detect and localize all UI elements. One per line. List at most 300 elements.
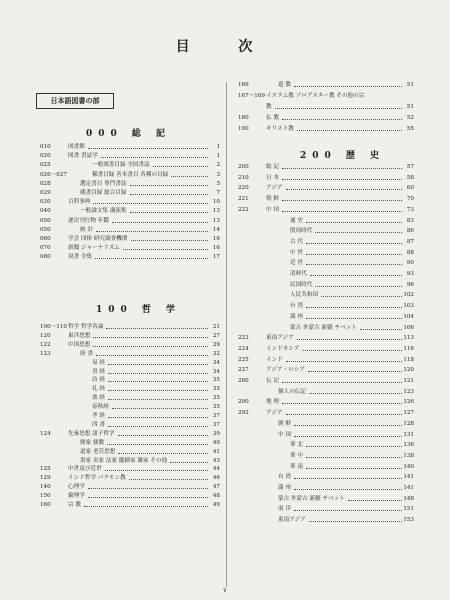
toc-label: インド xyxy=(266,356,283,363)
toc-row xyxy=(238,441,414,450)
toc-page-number: 141 xyxy=(403,485,414,491)
toc-label: 道家 老荘思想 xyxy=(80,448,116,455)
toc-label: 図書 書誌学 xyxy=(68,153,98,160)
toc-leader-dots xyxy=(297,125,402,131)
toc-page-number: 113 xyxy=(403,335,414,342)
toc-row xyxy=(40,189,220,198)
toc-row xyxy=(238,484,414,493)
toc-page-number: 34 xyxy=(212,359,220,366)
toc-leader-dots xyxy=(123,244,208,250)
toc-class-number: 180 xyxy=(238,115,249,121)
toc-page-number: 49 xyxy=(212,502,220,508)
toc-label: 朝 鮮 xyxy=(278,420,291,427)
toc-row xyxy=(238,409,414,418)
toc-label: アジア xyxy=(266,185,283,192)
toc-label: 稀書目録 善本書目 各種の目録 xyxy=(92,171,169,178)
toc-label: 書 経 xyxy=(92,368,105,375)
toc-class-number: 060 xyxy=(40,236,51,242)
toc-row xyxy=(238,163,414,172)
toc-row xyxy=(40,323,220,332)
toc-leader-dots xyxy=(171,171,208,177)
toc-class-number: 221 xyxy=(238,196,249,203)
toc-leader-dots xyxy=(108,394,208,400)
toc-label: 一般図書目録 全国書誌 xyxy=(92,162,150,169)
toc-class-number: 200 xyxy=(238,164,249,170)
toc-page-number: 51 xyxy=(406,104,414,110)
toc-row xyxy=(40,403,220,412)
toc-page-number: 29 xyxy=(212,341,220,348)
toc-label: 中 国 xyxy=(278,431,291,438)
toc-label: 双書 全集 xyxy=(68,254,93,261)
toc-page-number: 57 xyxy=(406,164,414,170)
toc-page-number: 35 xyxy=(212,377,220,384)
page-number: v xyxy=(223,587,227,594)
toc-leader-dots xyxy=(108,421,208,427)
toc-leader-dots xyxy=(282,377,402,383)
toc-row xyxy=(40,341,220,350)
toc-label: 満 州 xyxy=(278,485,291,491)
toc-page-number: 131 xyxy=(403,431,414,438)
toc-label: 新聞 ジャーナリズム xyxy=(68,245,120,252)
toc-page-number: 136 xyxy=(403,442,414,449)
toc-leader-dots xyxy=(306,463,402,469)
toc-page-number: 37 xyxy=(212,413,220,419)
toc-page-number: 10 xyxy=(212,199,220,206)
toc-page-number: 1 xyxy=(216,153,220,160)
toc-label: 中世及び近世 xyxy=(68,466,102,473)
toc-row xyxy=(40,198,220,207)
toc-row xyxy=(40,448,220,457)
toc-row xyxy=(238,174,414,183)
toc-leader-dots xyxy=(306,249,402,255)
toc-row xyxy=(40,359,220,368)
toc-page-number: 16 xyxy=(212,236,220,242)
toc-leader-dots xyxy=(118,448,208,454)
toc-class-number: 166 xyxy=(238,82,249,88)
toc-row xyxy=(40,483,220,492)
toc-label: 一般論文集 講演集 xyxy=(80,208,127,215)
toc-label: 儒家 儒教 xyxy=(80,439,105,446)
toc-class-number: 280 xyxy=(238,378,249,384)
toc-leader-dots xyxy=(130,180,208,186)
toc-page-number: 73 xyxy=(406,206,414,213)
toc-page-number: 88 xyxy=(406,249,414,256)
toc-class-number: 070 xyxy=(40,245,51,252)
toc-leader-dots xyxy=(96,226,208,232)
toc-label: 先秦思想 諸子哲学 xyxy=(68,430,115,437)
toc-label: 満 州 xyxy=(290,313,303,320)
toc-leader-dots xyxy=(130,207,208,213)
toc-page-number: 86 xyxy=(406,228,414,235)
toc-page-number: 43 xyxy=(212,457,220,464)
toc-page-number: 141 xyxy=(403,474,414,481)
toc-class-number: 124 xyxy=(40,430,51,437)
toc-class-number: 080 xyxy=(40,254,51,261)
toc-label: 蔵書目録 総合目録 xyxy=(80,190,127,196)
toc-class-number: 100～110 xyxy=(40,324,67,330)
toc-page-number: 83 xyxy=(406,217,414,224)
toc-row xyxy=(238,398,414,407)
toc-leader-dots xyxy=(282,114,402,120)
toc-leader-dots xyxy=(129,474,208,480)
toc-leader-dots xyxy=(282,163,402,169)
toc-page-number: 7 xyxy=(216,190,220,196)
toc-class-number: 050 xyxy=(40,217,51,224)
toc-row xyxy=(40,253,220,262)
toc-label: 人民共和国 xyxy=(290,292,318,299)
toc-label: 礼 経 xyxy=(92,386,105,393)
toc-label: 華 中 xyxy=(290,452,303,459)
toc-row xyxy=(40,235,220,244)
toc-page-number: 27 xyxy=(212,332,220,339)
toc-leader-dots xyxy=(93,341,208,347)
toc-label: 総 記 xyxy=(266,164,279,170)
toc-row xyxy=(40,394,220,403)
toc-leader-dots xyxy=(309,388,402,394)
toc-row xyxy=(40,465,220,474)
toc-label: 華 北 xyxy=(290,442,303,449)
toc-row xyxy=(40,152,220,161)
toc-row xyxy=(40,368,220,377)
toc-page-number: 2 xyxy=(216,162,220,169)
toc-page-number: 21 xyxy=(212,324,220,330)
toc-leader-dots xyxy=(88,492,208,498)
toc-label: 教 xyxy=(266,104,272,110)
toc-row xyxy=(40,412,220,421)
toc-leader-dots xyxy=(308,366,402,372)
toc-leader-dots xyxy=(275,103,402,109)
toc-label: 個人の伝記 xyxy=(278,388,306,395)
toc-row xyxy=(40,501,220,510)
toc-label: 図書館 xyxy=(68,144,85,150)
toc-leader-dots xyxy=(286,409,402,415)
toc-label: 墨家 名家 法家 縦横家 雑家 その他 xyxy=(80,457,168,464)
toc-leader-dots xyxy=(286,184,402,190)
toc-label: 経 書 xyxy=(80,350,93,357)
toc-row xyxy=(40,217,220,226)
toc-class-number: 028 xyxy=(40,180,51,187)
toc-label: 東南アジア xyxy=(278,517,306,524)
toc-leader-dots xyxy=(101,152,208,158)
toc-row xyxy=(238,463,414,472)
toc-leader-dots xyxy=(106,323,208,329)
toc-class-number: 160 xyxy=(40,502,51,508)
toc-leader-dots xyxy=(310,270,402,276)
toc-class-number: 010 xyxy=(40,144,51,150)
toc-page-number: 17 xyxy=(212,254,220,261)
toc-label: 通 史 xyxy=(290,217,303,224)
toc-row xyxy=(238,81,414,90)
toc-class-number: 227 xyxy=(238,367,249,374)
toc-row xyxy=(40,332,220,341)
toc-leader-dots xyxy=(282,195,402,201)
toc-class-number: 150 xyxy=(40,493,51,500)
toc-leader-dots xyxy=(297,334,402,340)
toc-label: 地 理 xyxy=(266,399,279,406)
toc-leader-dots xyxy=(309,516,402,522)
toc-label: 百科事典 xyxy=(68,199,91,206)
toc-class-number: 190 xyxy=(238,126,249,132)
toc-row xyxy=(238,420,414,429)
toc-row xyxy=(238,125,414,134)
toc-class-number: 120 xyxy=(40,332,51,339)
toc-leader-dots xyxy=(108,376,208,382)
toc-leader-dots xyxy=(306,441,402,447)
toc-row xyxy=(238,452,414,461)
toc-class-number: 125 xyxy=(40,466,51,473)
toc-leader-dots xyxy=(93,332,208,338)
toc-label: アジア xyxy=(266,410,283,417)
toc-page-number: 52 xyxy=(406,115,414,121)
toc-page-number: 106 xyxy=(403,324,414,331)
toc-label: 道 教 xyxy=(278,82,291,88)
toc-leader-dots xyxy=(315,281,402,287)
toc-page-number: 58 xyxy=(406,174,414,181)
toc-page-number: 34 xyxy=(212,368,220,375)
toc-row xyxy=(238,249,414,258)
toc-page-number: 41 xyxy=(212,448,220,455)
toc-leader-dots xyxy=(315,227,402,233)
toc-label: キリスト教 xyxy=(266,126,294,132)
toc-leader-dots xyxy=(153,161,208,167)
toc-leader-dots xyxy=(294,473,402,479)
toc-page-number: 127 xyxy=(403,410,414,417)
toc-class-number: 210 xyxy=(238,174,249,181)
toc-leader-dots xyxy=(360,324,402,330)
toc-row xyxy=(40,376,220,385)
toc-leader-dots xyxy=(93,198,208,204)
toc-page-number: 90 xyxy=(406,260,414,267)
toc-page-number: 1 xyxy=(216,144,220,150)
toc-leader-dots xyxy=(294,505,402,511)
toc-label: 民国時代 xyxy=(290,281,313,288)
toc-label: 倫理学 xyxy=(68,493,85,500)
toc-row xyxy=(40,457,220,466)
toc-label: 台 湾 xyxy=(290,303,303,310)
toc-label: 近 世 xyxy=(290,260,303,267)
toc-row xyxy=(40,171,220,180)
toc-row xyxy=(40,244,220,253)
toc-page-number: 118 xyxy=(403,356,414,363)
toc-row xyxy=(238,114,414,123)
toc-row xyxy=(238,195,414,204)
toc-row xyxy=(40,385,220,394)
toc-class-number: 040 xyxy=(40,208,51,215)
toc-class-number: 029 xyxy=(40,190,51,196)
toc-leader-dots xyxy=(95,253,208,259)
toc-label: 春秋経 xyxy=(92,404,109,411)
toc-row xyxy=(238,291,414,300)
toc-row xyxy=(238,334,414,343)
toc-row xyxy=(238,313,414,322)
toc-leader-dots xyxy=(108,368,208,374)
toc-page-number: 40 xyxy=(212,439,220,446)
toc-page-number: 51 xyxy=(406,82,414,88)
toc-leader-dots xyxy=(282,398,402,404)
toc-leader-dots xyxy=(294,81,402,87)
toc-leader-dots xyxy=(294,484,402,490)
toc-leader-dots xyxy=(170,457,208,463)
toc-class-number: 030 xyxy=(40,199,51,206)
toc-row xyxy=(238,270,414,279)
toc-row xyxy=(40,180,220,189)
section-box-label: 日本語図書の部 xyxy=(36,93,114,109)
toc-row xyxy=(238,281,414,290)
toc-class-number: 025 xyxy=(40,162,51,169)
toc-page-number: 46 xyxy=(212,475,220,482)
toc-page-number: 103 xyxy=(403,303,414,310)
toc-page-number: 93 xyxy=(406,271,414,277)
toc-leader-dots xyxy=(108,412,208,418)
toc-page-number: 87 xyxy=(406,238,414,245)
toc-class-number: 220 xyxy=(238,185,249,192)
toc-class-number: 123 xyxy=(40,350,51,357)
toc-page-number: 16 xyxy=(212,245,220,252)
toc-page-number: 104 xyxy=(403,313,414,320)
toc-label: 殷周時代 xyxy=(290,228,313,235)
toc-label: 南 洋 xyxy=(278,506,291,513)
toc-row xyxy=(238,259,414,268)
toc-row xyxy=(40,226,220,235)
toc-row xyxy=(40,492,220,501)
toc-leader-dots xyxy=(105,465,208,471)
toc-leader-dots xyxy=(96,350,208,356)
toc-row xyxy=(40,143,220,152)
toc-leader-dots xyxy=(294,420,402,426)
toc-label: 中 世 xyxy=(290,249,303,256)
toc-row xyxy=(238,473,414,482)
toc-page-number: 13 xyxy=(212,217,220,224)
column-divider xyxy=(226,82,227,587)
toc-leader-dots xyxy=(88,143,208,149)
toc-class-number: 050 xyxy=(40,226,51,233)
toc-label: アジア・ロシア xyxy=(266,367,305,374)
toc-page-number: 47 xyxy=(212,484,220,491)
toc-label: 易 経 xyxy=(92,359,105,366)
toc-row xyxy=(40,350,220,359)
toc-label: 東南アジア xyxy=(266,335,294,342)
toc-page-number: 39 xyxy=(212,430,220,437)
toc-row xyxy=(238,495,414,504)
toc-label: 詩 経 xyxy=(92,377,105,384)
toc-label: インドネシア xyxy=(266,345,300,352)
toc-page-number: 153 xyxy=(403,517,414,524)
toc-leader-dots xyxy=(306,238,402,244)
toc-label: イスラム教 ゾロアスター教 その他の宗 xyxy=(266,93,365,99)
toc-row xyxy=(238,516,414,525)
toc-page-number: 96 xyxy=(406,281,414,288)
toc-label: 伝 記 xyxy=(266,378,279,384)
toc-page-number: 35 xyxy=(212,395,220,402)
toc-page-number: 128 xyxy=(403,420,414,427)
toc-page-number: 3 xyxy=(216,171,220,178)
toc-label: 朝 鮮 xyxy=(266,196,279,203)
toc-leader-dots xyxy=(306,259,402,265)
toc-label: 中国思想 xyxy=(68,341,91,348)
toc-label: 蒙古 外蒙古 新疆 チベット xyxy=(278,495,345,502)
toc-label: 仏 教 xyxy=(266,115,279,121)
toc-row xyxy=(238,431,414,440)
toc-label: 東洋思想 xyxy=(68,332,91,339)
toc-label: 孝 経 xyxy=(92,413,105,419)
section-heading-100: 100 哲 学 xyxy=(96,305,182,315)
toc-label: 古 代 xyxy=(290,238,303,245)
toc-page-number: 151 xyxy=(403,506,414,513)
toc-leader-dots xyxy=(306,313,402,319)
toc-row xyxy=(238,505,414,514)
toc-page-number: 55 xyxy=(406,126,414,132)
toc-page-number: 60 xyxy=(406,185,414,192)
toc-leader-dots xyxy=(303,345,402,351)
toc-class-number: 129 xyxy=(40,475,51,482)
toc-row xyxy=(40,439,220,448)
section-heading-000: 000 総 記 xyxy=(86,129,172,139)
section-heading-200: 200 歴 史 xyxy=(300,151,386,161)
toc-leader-dots xyxy=(84,501,208,507)
toc-leader-dots xyxy=(118,430,208,436)
toc-label: 宗 教 xyxy=(68,502,81,508)
toc-row xyxy=(40,421,220,430)
toc-label: 逐次刊行物 年鑑 xyxy=(68,217,109,224)
toc-row xyxy=(238,366,414,375)
toc-leader-dots xyxy=(306,217,402,223)
toc-label: 清時代 xyxy=(290,271,307,277)
toc-leader-dots xyxy=(282,174,402,180)
toc-row xyxy=(238,238,414,247)
toc-row xyxy=(238,184,414,193)
toc-page-number: 5 xyxy=(216,180,220,187)
toc-leader-dots xyxy=(348,495,402,501)
toc-row xyxy=(238,356,414,365)
toc-leader-dots xyxy=(306,302,402,308)
toc-class-number: 223 xyxy=(238,335,249,342)
toc-page-number: 37 xyxy=(212,421,220,428)
toc-class-number: 225 xyxy=(238,356,249,363)
toc-leader-dots xyxy=(108,359,208,365)
toc-row xyxy=(238,324,414,333)
toc-page-number: 13 xyxy=(212,208,220,215)
toc-row xyxy=(238,302,414,311)
toc-page-number: 32 xyxy=(212,350,220,357)
toc-class-number: 292 xyxy=(238,410,249,417)
toc-page-number: 102 xyxy=(403,292,414,299)
toc-page-number: 14 xyxy=(212,226,220,233)
page-title: 目 次 xyxy=(175,39,275,55)
toc-leader-dots xyxy=(131,235,209,241)
toc-label: 哲学 哲学各論 xyxy=(68,324,104,330)
toc-page-number: 138 xyxy=(403,452,414,459)
toc-row xyxy=(40,207,220,216)
toc-class-number: 290 xyxy=(238,399,249,406)
toc-leader-dots xyxy=(130,189,208,195)
toc-page-number: 123 xyxy=(403,388,414,395)
toc-page-number: 35 xyxy=(212,386,220,393)
toc-page-number: 120 xyxy=(403,367,414,374)
toc-class-number: 026～027 xyxy=(40,171,67,178)
toc-page-number: 121 xyxy=(403,378,414,384)
toc-label: 蒙古 外蒙古 新疆 チベット xyxy=(290,324,357,331)
toc-row xyxy=(238,206,414,215)
toc-row xyxy=(238,227,414,236)
toc-label: 華 南 xyxy=(290,463,303,470)
toc-page-number: 116 xyxy=(403,345,414,352)
toc-label: 楽 経 xyxy=(92,395,105,402)
toc-page-number: 35 xyxy=(212,404,220,411)
toc-leader-dots xyxy=(294,431,402,437)
toc-class-number: 224 xyxy=(238,345,249,352)
toc-leader-dots xyxy=(88,483,208,489)
toc-label: 四 書 xyxy=(92,421,105,428)
